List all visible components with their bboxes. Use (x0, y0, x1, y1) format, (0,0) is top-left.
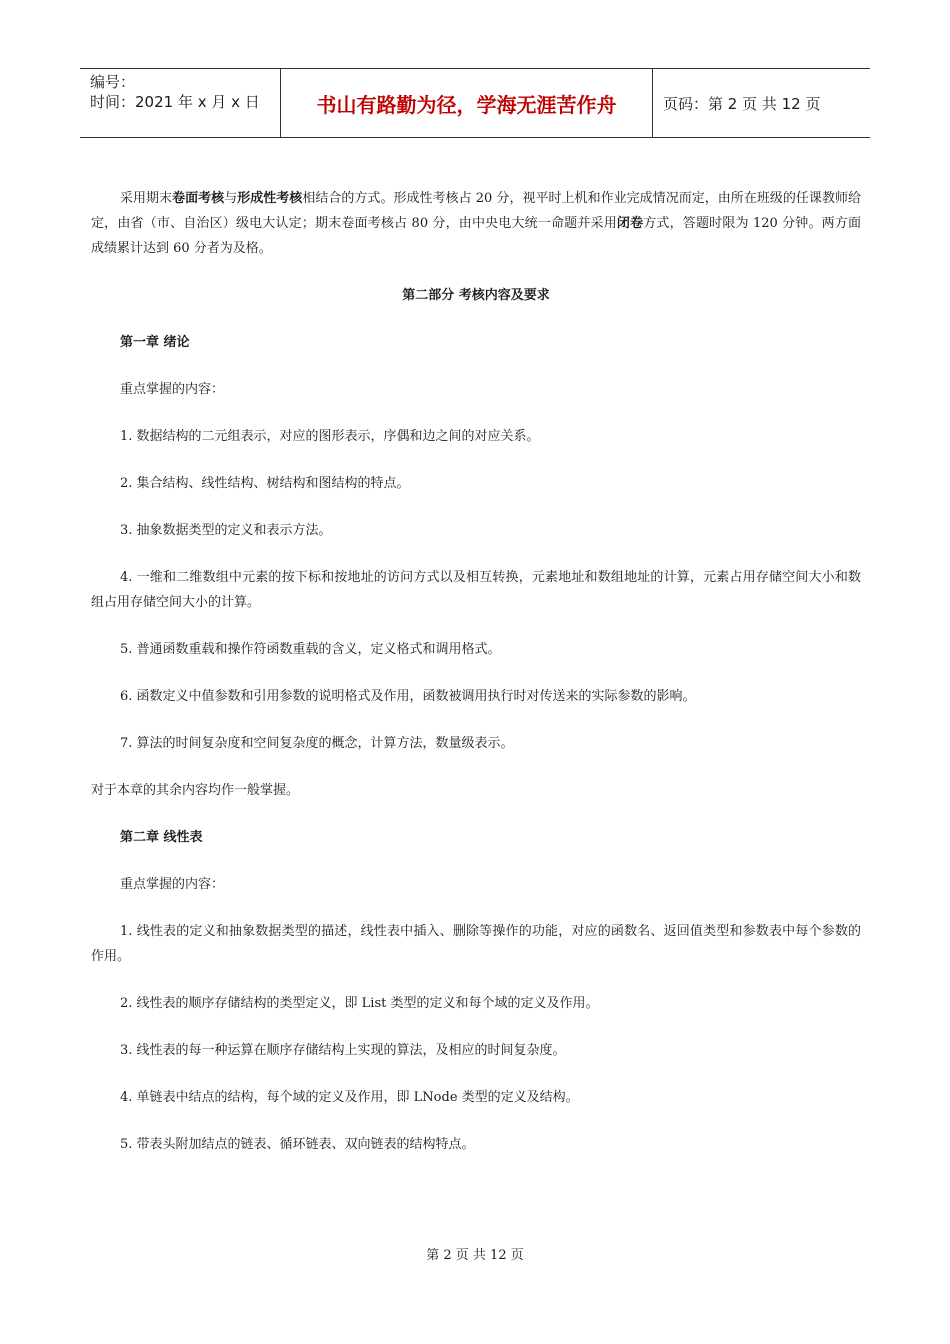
intro-text: 采用期末 (120, 191, 173, 206)
part-title: 第二部分 考核内容及要求 (402, 288, 550, 303)
list-item: 3. 线性表的每一种运算在顺序存储结构上实现的算法，及相应的时间复杂度。 (120, 1043, 566, 1058)
list-item: 7. 算法的时间复杂度和空间复杂度的概念，计算方法，数量级表示。 (120, 736, 514, 751)
intro-text: 相结合的方式。形成性考核占 20 分，视平时上机和作业完成情况而定，由所在班级的任课教师给定，由省（市、自治区）级电大认定；期末卷面考核占 80 分，由中央电大统一命题并采用 (91, 191, 861, 231)
intro-bold-term: 卷面考核 (172, 191, 225, 206)
header-page-info: 页码：第 2 页 共 12 页 (663, 94, 821, 113)
list-item: 4. 一维和二维数组中元素的按下标和按地址的访问方式以及相互转换，元素地址和数组地址的计算，元素占用存储空间大小和数组占用存储空间大小的计算。 (91, 570, 861, 610)
document-body (91, 186, 861, 1157)
chapter-1-closing: 对于本章的其余内容均作一般掌握。 (91, 783, 300, 798)
intro-paragraph (91, 186, 861, 261)
header-meta (80, 69, 281, 137)
chapter-2-subheading: 重点掌握的内容： (120, 877, 225, 892)
header-motto: 书山有路勤为径，学海无涯苦作舟 (281, 69, 653, 137)
list-item: 3. 抽象数据类型的定义和表示方法。 (120, 523, 332, 538)
page-header (80, 68, 870, 138)
chapter-2-title: 第二章 线性表 (120, 830, 203, 845)
list-item: 5. 带表头附加结点的链表、循环链表、双向链表的结构特点。 (120, 1137, 475, 1152)
chapter-1-subheading: 重点掌握的内容： (120, 382, 225, 397)
chapter-1-title: 第一章 绪论 (120, 335, 190, 350)
page-footer: 第 2 页 共 12 页 (426, 1248, 524, 1263)
time-label: 时间：2021 年 x 月 x 日 (90, 93, 260, 111)
number-label: 编号： (90, 73, 136, 91)
intro-bold-term: 形成性考核 (237, 191, 303, 206)
list-item: 5. 普通函数重载和操作符函数重载的含义，定义格式和调用格式。 (120, 642, 501, 657)
list-item: 2. 线性表的顺序存储结构的类型定义，即 List 类型的定义和每个域的定义及作用。 (120, 996, 599, 1011)
intro-text: 与 (224, 191, 238, 206)
intro-text: 方式，答题时限为 120 分钟。两方面成绩累计达到 60 分者为及格。 (91, 216, 861, 256)
list-item: 4. 单链表中结点的结构，每个域的定义及作用，即 LNode 类型的定义及结构。 (120, 1090, 579, 1105)
list-item: 1. 线性表的定义和抽象数据类型的描述，线性表中插入、删除等操作的功能，对应的函数名、返回值类型和参数表中每个参数的作用。 (91, 924, 861, 964)
list-item: 6. 函数定义中值参数和引用参数的说明格式及作用，函数被调用执行时对传送来的实际参数的影响。 (120, 689, 696, 704)
intro-bold-term: 闭卷 (616, 216, 644, 231)
list-item: 1. 数据结构的二元组表示，对应的图形表示，序偶和边之间的对应关系。 (120, 429, 540, 444)
list-item: 2. 集合结构、线性结构、树结构和图结构的特点。 (120, 476, 410, 491)
